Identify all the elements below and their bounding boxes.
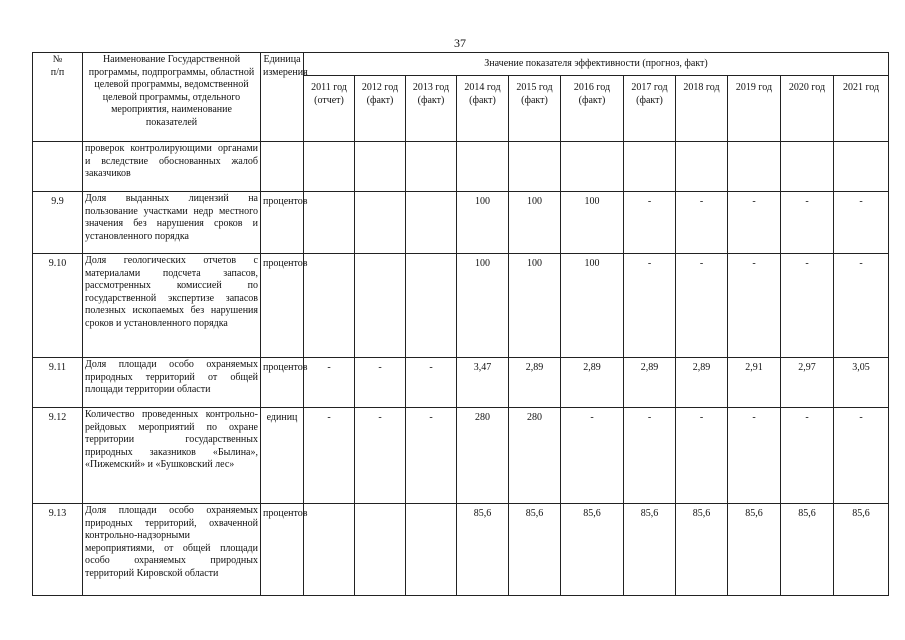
header-year-label: 2019 год	[735, 82, 773, 93]
row-number: 9.13	[33, 504, 83, 596]
header-year	[624, 76, 676, 142]
row-value-cell: -	[781, 192, 834, 254]
row-unit: процентов	[261, 192, 304, 254]
row-value-cell: -	[406, 408, 457, 504]
header-year	[781, 76, 834, 142]
header-year	[561, 76, 624, 142]
row-value-cell	[728, 142, 781, 192]
row-number: 9.12	[33, 408, 83, 504]
row-value-cell	[406, 504, 457, 596]
row-value-cell	[561, 142, 624, 192]
row-value-cell	[355, 504, 406, 596]
row-value-cell	[834, 142, 889, 192]
table-row	[33, 192, 889, 254]
header-year-label: 2017 год	[631, 82, 668, 93]
row-value-cell: -	[676, 254, 728, 358]
header-year	[304, 76, 355, 142]
row-value-cell: -	[834, 192, 889, 254]
row-number: 9.10	[33, 254, 83, 358]
header-year-type: (отчет)	[314, 94, 344, 106]
table-row	[33, 254, 889, 358]
header-year-label: 2016 год	[573, 82, 611, 93]
row-value-cell: 85,6	[676, 504, 728, 596]
row-value-cell	[304, 504, 355, 596]
header-year	[355, 76, 406, 142]
header-year-type: (факт)	[636, 94, 663, 106]
row-value-cell: -	[355, 358, 406, 408]
row-value-cell: 100	[457, 254, 509, 358]
row-number	[33, 142, 83, 192]
row-value-cell: 85,6	[728, 504, 781, 596]
row-indicator-name: Доля площади особо охраняемых природных территорий от общей площади территории области	[83, 358, 261, 408]
row-value-cell: -	[624, 408, 676, 504]
row-value-cell: 2,89	[624, 358, 676, 408]
header-year-label: 2012 год	[361, 82, 399, 93]
row-value-cell: 2,97	[781, 358, 834, 408]
header-year	[509, 76, 561, 142]
row-value-cell: -	[728, 254, 781, 358]
row-value-cell: -	[728, 192, 781, 254]
row-value-cell: 85,6	[624, 504, 676, 596]
row-value-cell: -	[624, 192, 676, 254]
header-year-label: 2011 год	[311, 82, 347, 93]
row-value-cell: 280	[457, 408, 509, 504]
row-value-cell	[406, 142, 457, 192]
row-value-cell: 100	[561, 192, 624, 254]
row-value-cell: 85,6	[561, 504, 624, 596]
header-year-label: 2015 год	[516, 82, 553, 93]
row-value-cell: -	[355, 408, 406, 504]
header-year	[457, 76, 509, 142]
header-unit: Единица измерения	[261, 53, 304, 142]
header-year	[834, 76, 889, 142]
row-value-cell: 2,91	[728, 358, 781, 408]
row-value-cell: -	[561, 408, 624, 504]
row-value-cell	[624, 142, 676, 192]
row-value-cell	[457, 142, 509, 192]
row-indicator-name: Доля геологических отчетов с материалами подсчета запасов, рассмотренных комиссией по государственной экспертизе запасов полезных ископаемых без нарушения сроков и установленного порядка	[83, 254, 261, 358]
table-row	[33, 504, 889, 596]
header-year	[728, 76, 781, 142]
header-number: № п/п	[33, 53, 83, 142]
table-row	[33, 408, 889, 504]
header-year-type: (факт)	[521, 94, 548, 106]
row-indicator-name: Доля площади особо охраняемых природных территорий, охваченной контрольно-надзорными мероприятиями, от общей площади особо охраняемых природных территорий Кировской области	[83, 504, 261, 596]
row-value-cell: 3,05	[834, 358, 889, 408]
row-value-cell	[355, 254, 406, 358]
indicators-table	[32, 52, 889, 596]
header-year	[676, 76, 728, 142]
row-value-cell: 2,89	[509, 358, 561, 408]
row-value-cell: 280	[509, 408, 561, 504]
row-value-cell: -	[781, 254, 834, 358]
row-unit: процентов	[261, 254, 304, 358]
header-year	[406, 76, 457, 142]
header-year-type: (факт)	[578, 94, 606, 106]
row-value-cell	[781, 142, 834, 192]
row-unit: процентов	[261, 504, 304, 596]
row-unit	[261, 142, 304, 192]
header-year-label: 2018 год	[683, 82, 720, 93]
row-value-cell: 100	[561, 254, 624, 358]
row-value-cell: -	[676, 192, 728, 254]
row-value-cell: 85,6	[509, 504, 561, 596]
row-value-cell	[509, 142, 561, 192]
header-year-label: 2021 год	[842, 82, 880, 93]
row-value-cell: -	[728, 408, 781, 504]
row-value-cell: 85,6	[457, 504, 509, 596]
row-unit: единиц	[261, 408, 304, 504]
row-value-cell	[406, 192, 457, 254]
row-number: 9.9	[33, 192, 83, 254]
row-value-cell: 100	[509, 192, 561, 254]
row-value-cell: -	[304, 408, 355, 504]
row-indicator-name: проверок контролирующими органами и вследствие обоснованных жалоб заказчиков	[83, 142, 261, 192]
row-value-cell: -	[781, 408, 834, 504]
row-value-cell: 100	[509, 254, 561, 358]
table-row	[33, 358, 889, 408]
row-value-cell: 3,47	[457, 358, 509, 408]
row-value-cell	[676, 142, 728, 192]
row-value-cell	[304, 142, 355, 192]
header-year-label: 2020 год	[788, 82, 826, 93]
page-number: 37	[454, 36, 466, 50]
row-value-cell: -	[406, 358, 457, 408]
row-value-cell: 2,89	[676, 358, 728, 408]
row-unit: процентов	[261, 358, 304, 408]
header-year-type: (факт)	[417, 94, 445, 106]
row-indicator-name: Доля выданных лицензий на пользование участками недр местного значения без нарушения сроков и установленного порядка	[83, 192, 261, 254]
header-year-label: 2013 год	[412, 82, 450, 93]
row-value-cell	[304, 254, 355, 358]
row-value-cell	[406, 254, 457, 358]
header-year-label: 2014 год	[464, 82, 501, 93]
row-value-cell: -	[834, 254, 889, 358]
row-number: 9.11	[33, 358, 83, 408]
row-value-cell: 85,6	[834, 504, 889, 596]
row-indicator-name: Количество проведенных контрольно-рейдовых мероприятий по охране территории государственных природных заказников «Былина», «Пижемский» и «Бушковский лес»	[83, 408, 261, 504]
table-row	[33, 142, 889, 192]
row-value-cell: 2,89	[561, 358, 624, 408]
row-value-cell	[304, 192, 355, 254]
row-value-cell: -	[676, 408, 728, 504]
row-value-cell	[355, 192, 406, 254]
row-value-cell: -	[304, 358, 355, 408]
row-value-cell: -	[624, 254, 676, 358]
row-value-cell	[355, 142, 406, 192]
header-year-type: (факт)	[366, 94, 394, 106]
header-year-type: (факт)	[469, 94, 496, 106]
row-value-cell: 85,6	[781, 504, 834, 596]
header-name: Наименование Государственной программы, подпрограммы, областной целевой программы, ведомственной целевой программы, отдельного мероприятия, наименование показателей	[83, 53, 261, 142]
row-value-cell: 100	[457, 192, 509, 254]
row-value-cell: -	[834, 408, 889, 504]
header-values-group: Значение показателя эффективности (прогноз, факт)	[304, 53, 889, 76]
